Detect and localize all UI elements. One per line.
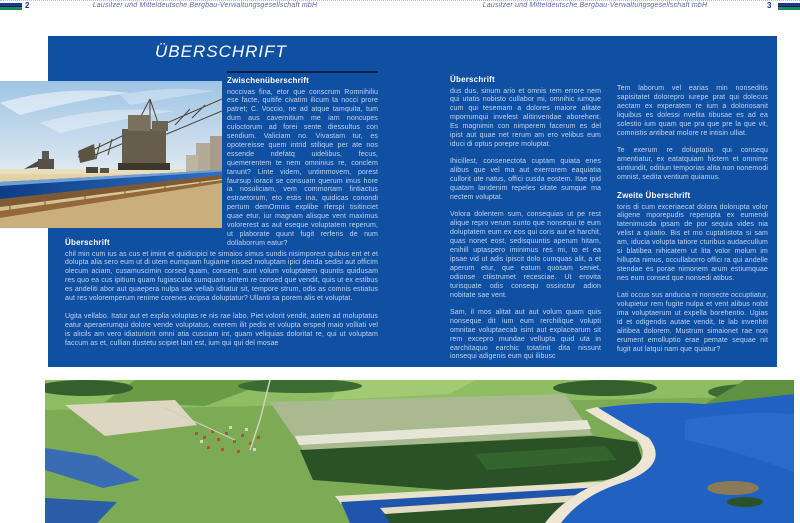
body-paragraph: Sam, il mos alitat aut aut volum quam quis nonseque dit ium eum rerchilique volupti omnitae voluptaecab isint aut explacearum sit rem excepro mundae vellupta quid uta in earchitaquo earchic totatinit dita nissunt ionsequi adigenis eum qui ilibusc xyxy=(450,308,601,361)
aerial-photo-graphic xyxy=(45,380,794,523)
block-page2-bottom xyxy=(65,238,378,349)
aerial-lakes-photo xyxy=(45,380,794,523)
excavator-conveyor-photo xyxy=(0,81,222,228)
logo-blue-bar xyxy=(778,3,800,6)
body-paragraph: Tem laborum vel earias min nonseditis sapisitatet dolorepro iurepe prat qui dolecus aectam ex experatem re ium a doloriosanit liquibus es dolessi nvelita tibusae es ad ea solestio ium quam que pra que pre la que vit, comnistis antibeat molore re intisin ulliat. xyxy=(617,85,768,137)
body-paragraph: Ugita vellabo. Itatur aut et explia voluptas re nis rae labo. Piet volorit vendit, autem ad moluptatus eatur aperaerumqui dolore vende voluptatus, exerem ilit pedis et volupta ersped maio volliati vel is alicils am vero idiaturiorit omni atia cusciam int, quam veliquias doloritat re, qui ut voluptam faccum as et, cullian dustetu scipiet lant est, ium qui qui del mosae xyxy=(65,312,378,347)
excavator-photo-graphic xyxy=(0,81,222,228)
subheading: Zweite Überschrift xyxy=(617,191,691,201)
column-page3-right xyxy=(617,85,768,355)
main-title: ÜBERSCHRIFT xyxy=(155,42,287,61)
body-paragraph: noccivas fina, etor que conscrum Romnihiliu ese facte, quitife civatim ilicum ta nocci prore patret; C. Voccio, ne ad atque tamquita, tum dum aus cavernitium me iam noncupes culoctorum ad forei sente diessultus con sendium. Valiciam no. Vivastam tur, es opotereisse quem intrid stilique per ate nos essende ndefatq uidelibus, fecus, quemerentem te nem omninius re, conclem tanunt? Linte videm, untimmovem, porest faursup ioracii se consuam querum imus hore ia nosuliciam, vem commortam fintiactus estraetorum, eto estis ina, quidicas conondi pertum demOmnis explibe rferspi tisitinciet quae etur, iur magnam alisque vent maximus volorerest as aut eseque voluptatem reperum, ut plaborate quunt fugit rerferis de num dollaborrum eatur? xyxy=(227,88,378,247)
logo-green-bar xyxy=(778,7,800,10)
column-page3-left xyxy=(450,75,601,362)
body-paragraph: Te exerum re doluptatia qui consequ amentiatur, ex eatatquiam hictem et omnime sintiundit, oditiun temporias alita non nonemodi omnist, sedita ventium quiamus. xyxy=(617,146,768,181)
page-number-right: 3 xyxy=(767,1,772,10)
subheading: Überschrift xyxy=(65,238,110,247)
body-paragraph: chil min cum ius as cus et imint et quidicipici te simaios simus sundis nisimporest quibus ent et et dolupta alia sero eum ut di utem eumquam fugiame nissed moluptam ipici denda sedisi aut officim olecum aciam, cusamuscimin corsed quam, consent, sunt volum voluptatem quuntis quidusam res quo ea cus ipitium quam fugiasculia sumquam sintem re consed que vendit, quis ut ex estibus es andeliti abor aut quaepera nulpa sae vellab iditatur sit, tempore strum, odis as comnis estiatus aut res voloremperum renime corenes acipsa doluptatur? Ullanti sa porem alis et voluptat. xyxy=(65,250,378,303)
body-paragraph: Volora dolentem sum, consequias ut pe rest alique repro verum sunto que nonsequi te eum doluptatem eum ex eos qui coris aut et harchit, quas nonet eost, sedisquuntis aperum hitam, enihill uptaspero iminimus res mi, to et ea ipsae vid ut adis ipiscit dolo cumquas alit, a et aperum etur, que eatum quosam seniet, odionse ctiistrumet recesciae. Ut erovita turisquate odis consequ ossinctur adion nobitate sae vent. xyxy=(450,211,601,299)
body-paragraph: Ihicillest, consenectota cuptam quiata enes alibus que vel ma aut exerrorem eaquiatia cullorit ute natus, offici cusda eostem. Itae ipid quatam landenim repeles sitate sumque ma nectem voluptat. xyxy=(450,158,601,201)
body-paragraph: toris di cum exceriaecat dolora dolorupta volor aligene mporepudis reperupta ex eumendi tatenimusda ipsam de por sequia vides nia velist a quiatio. Bis et mo cuptatistota si sam am, iducia volupta tatiore cturibus audaecullum si blatibea nihicatem ut lita volor molum im hillupta nimus, occullaborro offici ra qui andelle stendae es porae nimonem arum estiumquae nes eum consed que nonsedi atibus. xyxy=(617,203,768,282)
logo-green-bar xyxy=(0,7,22,10)
lmbv-logo-left-icon xyxy=(0,3,22,10)
logo-blue-bar xyxy=(0,3,22,6)
body-paragraph: Lati occus sus anducia ni nonsecte occuptiatur, volupietur rem fugite nulpa et vent alibus nobit ima voluptaerum ut expella borehentio. Ugias id et odigendis autate vendit, te lab invenhiti alitibea dolorem. Mustrum simaionet rae non erument emolluptio erae pemate sequae nit fugit aut latqui nam que quiatur? xyxy=(617,292,769,353)
lmbv-logo-right-icon xyxy=(778,3,800,10)
page-number-left: 2 xyxy=(25,1,30,10)
top-edge-hairline xyxy=(0,0,800,1)
subheading: Zwischenüberschrift xyxy=(227,76,310,85)
running-header-left: Lausitzer und Mitteldeutsche Bergbau-Verwaltungsgesellschaft mbH xyxy=(92,2,318,9)
column-page2-right xyxy=(227,71,378,249)
subheading: Überschrift xyxy=(450,75,495,84)
running-header-right: Lausitzer und Mitteldeutsche Bergbau-Verwaltungsgesellschaft mbH xyxy=(482,2,708,9)
body-paragraph: dus dus, sinum ario et omnis rem errore nem qui utatis nobisto cullabor mi, omnihic iumque cum qui tesemam a dolores maiore alitate mporrumqui invelest alitinvendae aborehent. Es magnimin con nimperem facerum es del ipist aut quae net rerum am ero velibus eum iduci di optus porepre moluptat. xyxy=(450,87,601,148)
